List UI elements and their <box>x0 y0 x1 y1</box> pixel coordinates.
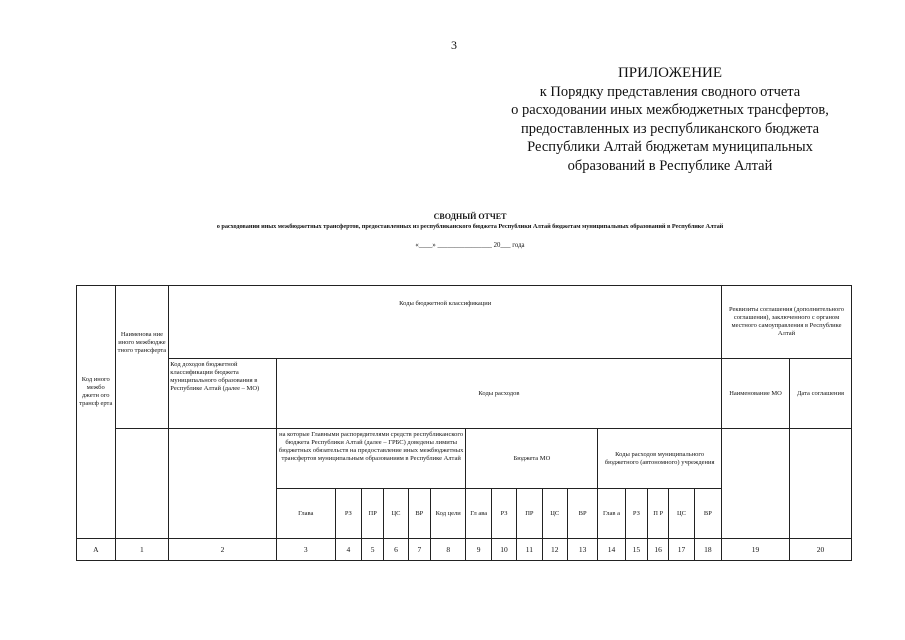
header-expense-codes: Коды расходов <box>276 359 721 429</box>
report-date-line: «____» ________________ 20___ года <box>415 242 525 249</box>
appendix-line: предоставленных из республиканского бюджета <box>520 120 820 137</box>
column-number-cell: 19 <box>722 539 790 561</box>
header-transfer-name: Наименова ние иного межбюдже тного трансферта <box>115 286 169 429</box>
empty-cell <box>169 429 277 539</box>
empty-cell <box>722 429 790 539</box>
subheader-cell: РЗ <box>491 489 516 539</box>
header-agreement-date: Дата соглашения <box>790 359 852 429</box>
column-number-cell: 11 <box>517 539 542 561</box>
column-number-cell: 8 <box>430 539 466 561</box>
header-transfer-code: Код иного межбо джетн ого трансф ерта <box>77 286 116 539</box>
subheader-cell: Гл ава <box>466 489 491 539</box>
subheader-cell: ЦС <box>542 489 567 539</box>
subheader-cell: РЗ <box>625 489 647 539</box>
subheader-cell: ВР <box>694 489 721 539</box>
subheader-cell: Глава <box>276 489 335 539</box>
header-budget-codes: Коды бюджетной классификации <box>169 286 722 359</box>
column-number-cell: 7 <box>408 539 430 561</box>
appendix-block <box>470 64 870 175</box>
header-institution-group: Коды расходов муниципального бюджетного (автономного) учреждения <box>598 429 722 489</box>
column-number-cell: 17 <box>669 539 694 561</box>
appendix-line: о расходовании иных межбюджетных трансфертов, <box>511 102 829 118</box>
subheader-cell: ЦС <box>669 489 694 539</box>
report-table <box>76 285 852 561</box>
subheader-cell: ПР <box>362 489 384 539</box>
report-title: СВОДНЫЙ ОТЧЕТ <box>433 212 507 221</box>
column-number-cell: 12 <box>542 539 567 561</box>
header-grbs-group: на которые Главными распорядителями средств республиканского бюджета Республики Алтай (далее – ГРБС) доведены лимиты бюджетных обязательств на предоставление иных межбюджетных трансфертов муниципальным образованиям в Республике Алтай <box>276 429 466 489</box>
subheader-cell: ВР <box>567 489 597 539</box>
report-subtitle: о расходовании иных межбюджетных трансфертов, предоставленных из республиканского бюджета Республики Алтай бюджетам муниципальных образований в Республике Алтай <box>216 223 724 230</box>
header-agreement-name: Наименование МО <box>722 359 790 429</box>
subheader-cell: ВР <box>408 489 430 539</box>
empty-cell <box>115 429 169 539</box>
column-number-cell: 14 <box>598 539 625 561</box>
column-number-cell: 5 <box>362 539 384 561</box>
appendix-line: Республики Алтай бюджетам муниципальных <box>527 139 813 155</box>
column-number-cell: 9 <box>466 539 491 561</box>
subheader-cell: ПР <box>517 489 542 539</box>
column-number-cell: 2 <box>169 539 277 561</box>
header-agreement-details: Реквизиты соглашения (дополнительного соглашения), заключенного с органом местного самоуправления в Республике Алтай <box>722 286 852 359</box>
column-number-cell: 1 <box>115 539 169 561</box>
appendix-line: образований в Республике Алтай <box>567 157 773 174</box>
subheader-cell: П Р <box>648 489 669 539</box>
column-number-cell: 13 <box>567 539 597 561</box>
column-number-cell: 6 <box>384 539 408 561</box>
column-number-cell: 15 <box>625 539 647 561</box>
subheader-cell: Глав а <box>598 489 625 539</box>
appendix-title: ПРИЛОЖЕНИЕ <box>617 65 723 81</box>
column-number-cell: 3 <box>276 539 335 561</box>
empty-cell <box>790 429 852 539</box>
column-number-cell: 4 <box>335 539 361 561</box>
subheader-cell: ЦС <box>384 489 408 539</box>
column-number-cell: 10 <box>491 539 516 561</box>
header-income-code: Код доходов бюджетной классификации бюджета муниципального образования в Республике Алтай (далее – МО) <box>169 359 277 429</box>
column-number-cell: 18 <box>694 539 721 561</box>
column-number-cell: А <box>77 539 116 561</box>
header-mo-budget-group: Бюджета МО <box>466 429 598 489</box>
subheader-cell: Код цели <box>430 489 466 539</box>
appendix-line: к Порядку представления сводного отчета <box>539 83 801 100</box>
page-number: 3 <box>451 38 457 52</box>
column-number-cell: 16 <box>648 539 669 561</box>
column-number-cell: 20 <box>790 539 852 561</box>
subheader-cell: РЗ <box>335 489 361 539</box>
